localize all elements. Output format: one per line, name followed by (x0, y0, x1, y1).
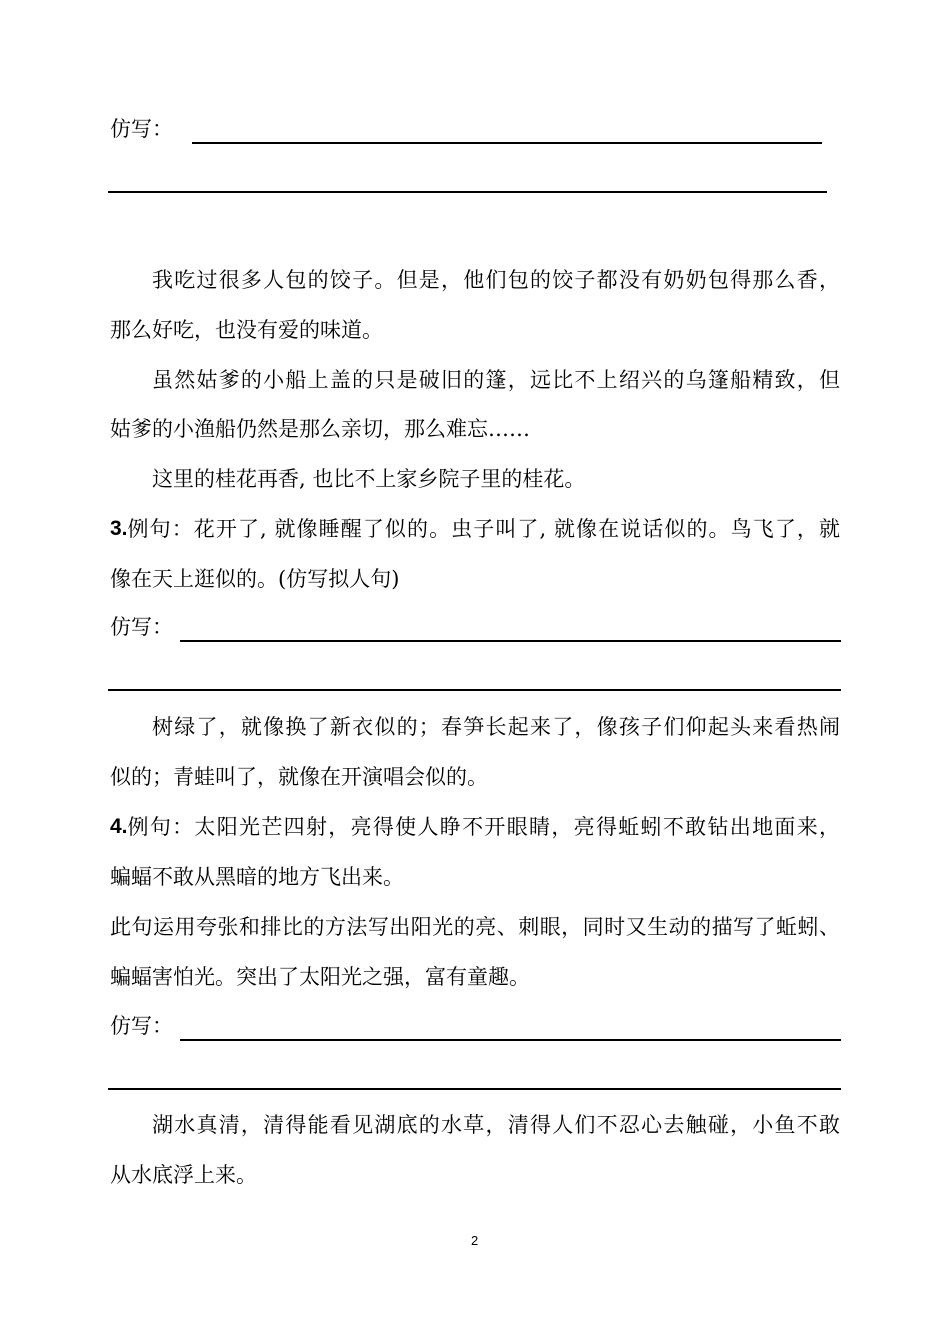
answer-line[interactable] (180, 640, 841, 642)
imitate-label: 仿写： (110, 615, 173, 639)
answer-text: 这里的桂花再香, 也比不上家乡院子里的桂花。 (152, 467, 586, 491)
answer-text: 树绿了，就像换了新衣似的；春笋长起来了，像孩子们仰起头来看热闹 (152, 715, 840, 739)
example-sentence: 例句：太阳光芒四射，亮得使人睁不开眼睛，亮得蚯蚓不敢钻出地面来， (127, 815, 840, 839)
example-sentence: 例句：花开了, 就像睡醒了似的。虫子叫了, 就像在说话似的。鸟飞了，就 (127, 517, 840, 541)
answer-line[interactable] (108, 689, 841, 691)
answer-line[interactable] (108, 191, 827, 193)
answer-line[interactable] (192, 142, 822, 144)
question-number: 4. (110, 815, 128, 838)
answer-text: 我吃过很多人包的饺子。但是，他们包的饺子都没有奶奶包得那么香， (152, 268, 840, 292)
answer-text: 湖水真清，清得能看见湖底的水草，清得人们不忍心去触碰，小鱼不敢 (152, 1113, 840, 1137)
example-sentence: 蝙蝠不敢从黑暗的地方飞出来。 (110, 865, 404, 889)
answer-text: 从水底浮上来。 (110, 1163, 257, 1187)
explanation-text: 此句运用夸张和排比的方法写出阳光的亮、刺眼，同时又生动的描写了蚯蚓、 (110, 915, 840, 939)
example-sentence: 像在天上逛似的。(仿写拟人句) (110, 567, 400, 591)
imitate-label: 仿写： (110, 117, 173, 141)
question-3 (110, 514, 840, 544)
explanation-text: 蝙蝠害怕光。突出了太阳光之强，富有童趣。 (110, 965, 530, 989)
question-number: 3. (110, 517, 128, 540)
answer-text: 似的；青蛙叫了，就像在开演唱会似的。 (110, 765, 488, 789)
answer-line[interactable] (180, 1039, 841, 1041)
page-number: 2 (471, 1233, 479, 1248)
answer-text: 虽然姑爹的小船上盖的只是破旧的篷，远比不上绍兴的乌篷船精致，但 (152, 368, 840, 392)
answer-text: 那么好吃，也没有爱的味道。 (110, 318, 383, 342)
answer-text: 姑爹的小渔船仍然是那么亲切，那么难忘…… (110, 417, 530, 441)
question-4 (110, 812, 840, 842)
imitate-label: 仿写： (110, 1014, 173, 1038)
answer-line[interactable] (108, 1088, 841, 1090)
